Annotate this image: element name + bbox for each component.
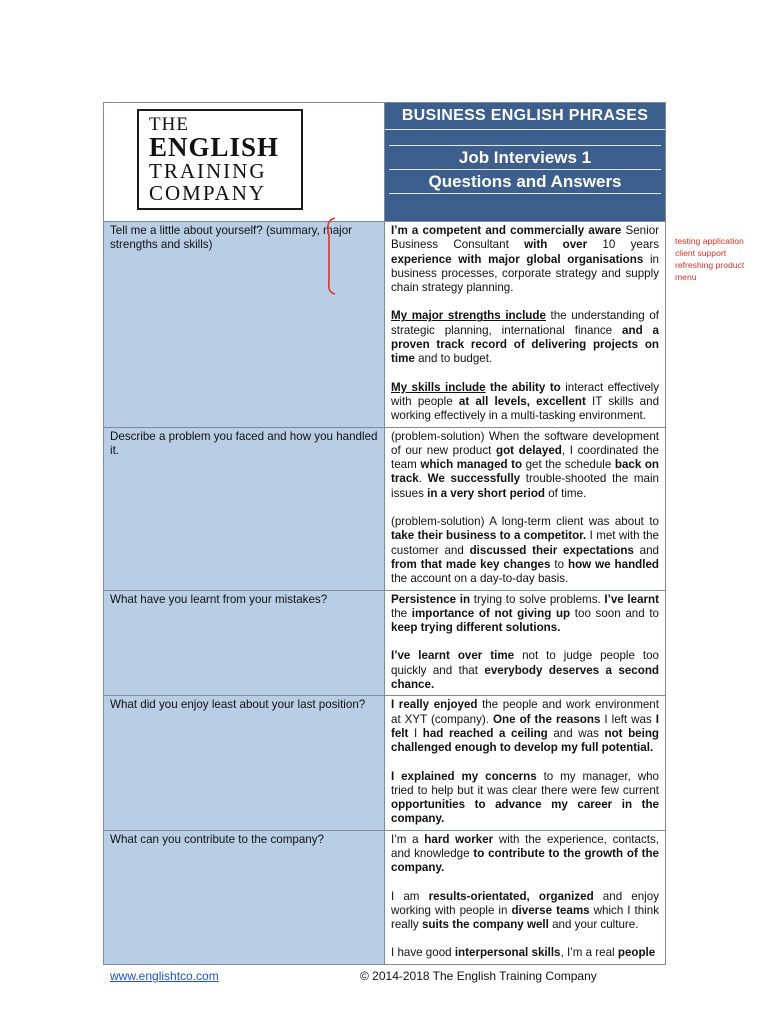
answer-segment: and a proven track record of delivering projects on time: [391, 323, 660, 366]
answer-segment: the account on a day-to-day basis.: [391, 572, 569, 586]
answer-segment: to: [550, 557, 569, 571]
answer-paragraph: [391, 770, 659, 827]
answer-paragraph: [391, 515, 659, 586]
question-cell: [104, 830, 385, 964]
answer-segment: results-orientated, organized: [428, 889, 594, 903]
answer-segment: to my manager, who tried to help but it was clear there were few current: [391, 769, 659, 797]
red-bracket-annotation: [323, 216, 337, 296]
qa-row: [104, 590, 666, 696]
answer-segment: I: [408, 726, 423, 740]
question-cell: [104, 222, 385, 428]
answer-segment: experience with major global organisations: [391, 252, 650, 266]
answer-segment: trouble-shooted the main issues: [391, 472, 659, 500]
answer-segment: with over: [524, 238, 603, 252]
answer-segment: which managed to: [420, 458, 523, 472]
question-cell: [104, 696, 385, 830]
question-text: What did you enjoy least about your last position?: [110, 698, 366, 712]
answer-paragraph: [391, 890, 659, 933]
answer-segment: get the schedule: [522, 458, 615, 472]
answer-segment: I have good: [391, 946, 455, 960]
answer-segment: interpersonal skills: [454, 946, 561, 960]
qa-row: [104, 830, 666, 964]
answer-segment: interact effectively with people: [391, 380, 660, 408]
logo-line-the: THE: [149, 114, 189, 135]
question-text: Describe a problem you faced and how you handled it.: [110, 429, 378, 457]
answer-cell: [385, 222, 666, 428]
answer-segment: the people and work environment at XYT (company).: [391, 698, 659, 726]
answer-segment: too soon and to: [570, 606, 659, 620]
side-note: refreshing product: [675, 260, 745, 270]
answer-segment: I explained my concerns: [391, 769, 537, 783]
answer-segment: I left was: [600, 712, 656, 726]
answer-segment: and was: [547, 726, 605, 740]
qa-row: [104, 222, 666, 428]
qa-row: [104, 696, 666, 830]
answer-segment: (problem-solution) When the software development of our new product: [391, 429, 659, 457]
qa-rows: [104, 222, 666, 965]
answer-segment: in business processes, corporate strategy and supply chain strategy planning.: [391, 252, 659, 295]
answer-segment: .: [418, 472, 428, 486]
answer-paragraph: [391, 309, 659, 366]
answer-segment: We successfully: [427, 472, 521, 486]
answer-segment: had reached a ceiling: [422, 726, 548, 740]
banner-cell: [385, 103, 666, 222]
header-row: [104, 103, 666, 222]
title-banner: [385, 103, 665, 221]
answer-segment: and: [633, 543, 659, 557]
answer-segment: My major strengths include: [391, 309, 546, 323]
question-text: What have you learnt from your mistakes?: [110, 592, 328, 606]
answer-segment: (problem-solution) A long-term client was about to: [391, 515, 659, 529]
answer-segment: discussed their expectations: [469, 543, 634, 557]
answer-segment: I am: [391, 889, 429, 903]
answer-segment: diverse teams: [511, 903, 590, 917]
answer-segment: and your culture.: [548, 918, 639, 932]
answer-segment: trying to solve problems.: [470, 592, 605, 606]
answer-segment: at all levels, excellent: [458, 394, 586, 408]
answer-segment: take their business to a competitor.: [391, 529, 587, 543]
answer-segment: how we handled: [568, 557, 659, 571]
website-link[interactable]: www.englishtco.com: [110, 969, 219, 983]
company-logo: [137, 109, 303, 210]
question-cell: [104, 590, 385, 696]
answer-segment: in a very short period: [427, 486, 545, 500]
answer-paragraph: [391, 381, 659, 424]
answer-segment: the ability to: [485, 380, 561, 394]
answer-segment: the understanding of strategic planning, international finance: [391, 309, 659, 337]
answer-cell: [385, 590, 666, 696]
question-text: What can you contribute to the company?: [110, 832, 324, 846]
answer-paragraph: [391, 430, 659, 501]
question-text: Tell me a little about yourself? (summary, major strengths and skills): [110, 224, 353, 252]
answer-paragraph: [391, 946, 659, 960]
answer-segment: opportunities to advance my career in the company.: [391, 798, 659, 826]
answer-segment: I met with the customer and: [391, 529, 659, 557]
answer-segment: of time.: [545, 486, 587, 500]
answer-segment: not being challenged enough to develop my full potential.: [391, 726, 660, 755]
answer-segment: from that made key changes: [391, 557, 551, 571]
answer-segment: importance of not giving up: [411, 606, 571, 620]
logo-line-english: ENGLISH: [149, 132, 280, 162]
answer-segment: to contribute to the growth of the company.: [391, 846, 659, 875]
logo-cell: [104, 103, 385, 222]
logo-line-company: COMPANY: [149, 181, 267, 205]
answer-segment: I really enjoyed: [391, 698, 478, 712]
answer-paragraph: [391, 224, 659, 295]
answer-paragraph: [391, 649, 659, 692]
answer-segment: everybody deserves a second chance.: [391, 663, 659, 692]
logo-line-training: TRAINING: [149, 159, 267, 183]
answer-segment: which I think really: [391, 903, 660, 932]
answer-segment: IT skills and working effectively in a multi-tasking environment.: [391, 394, 660, 423]
banner-subtitle-1: Job Interviews 1: [389, 145, 661, 170]
answer-segment: My skills include: [391, 380, 486, 394]
answer-segment: I’m a: [391, 832, 425, 846]
answer-segment: not to judge people too quickly and that: [391, 649, 659, 677]
answer-cell: [385, 830, 666, 964]
side-note: testing application: [675, 236, 744, 246]
answer-segment: One of the reasons: [493, 712, 601, 726]
copyright-text: © 2014-2018 The English Training Company: [360, 969, 597, 983]
answer-paragraph: [391, 698, 659, 755]
answer-segment: Senior Business Consultant: [391, 224, 659, 252]
answer-segment: and to budget.: [414, 352, 493, 366]
answer-segment: got delayed: [496, 443, 562, 457]
answer-paragraph: [391, 593, 659, 636]
answer-segment: the: [391, 606, 412, 620]
side-note: client support: [675, 248, 727, 258]
question-cell: [104, 427, 385, 590]
answer-segment: hard worker: [424, 832, 494, 846]
answer-segment: I felt: [391, 712, 659, 740]
answer-segment: with the experience, contacts, and knowledge: [391, 832, 659, 860]
side-note: menu: [675, 272, 697, 282]
banner-subtitle-2: Questions and Answers: [389, 170, 661, 194]
answer-cell: [385, 696, 666, 830]
answer-segment: and enjoy working with people in: [391, 889, 659, 917]
phrases-table: [103, 102, 666, 965]
answer-segment: I’ve learnt over time: [391, 649, 515, 663]
answer-cell: [385, 427, 666, 590]
handwritten-side-notes: [675, 235, 765, 283]
answer-segment: people: [617, 946, 656, 960]
answer-paragraph: [391, 833, 659, 876]
answer-segment: I’ve learnt: [604, 592, 659, 606]
answer-segment: Persistence in: [391, 592, 471, 606]
answer-segment: 10 years: [602, 238, 659, 252]
qa-row: [104, 427, 666, 590]
answer-segment: I’m a competent and commercially aware: [391, 224, 626, 237]
answer-segment: , I coordinated the team: [391, 443, 659, 472]
answer-segment: keep trying different solutions.: [391, 621, 561, 635]
answer-segment: suits the company well: [421, 918, 549, 932]
answer-segment: back on track: [391, 458, 660, 486]
banner-title: BUSINESS ENGLISH PHRASES: [385, 103, 665, 130]
answer-segment: , I’m a real: [560, 946, 618, 960]
